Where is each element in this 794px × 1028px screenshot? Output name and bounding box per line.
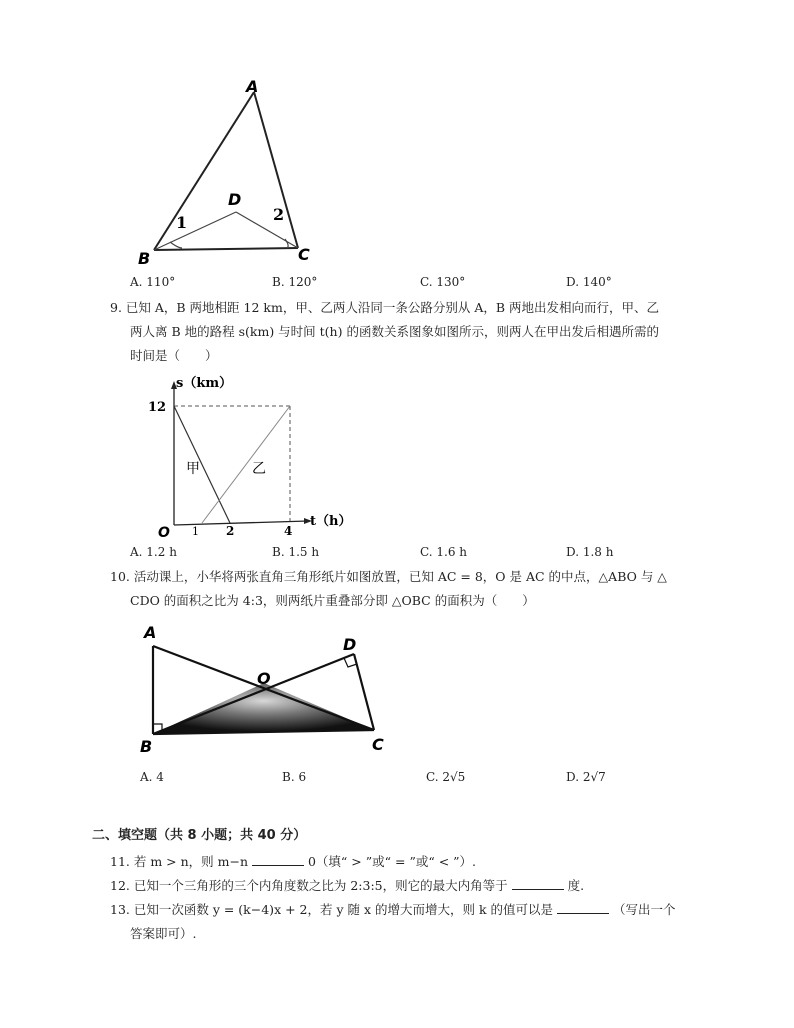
q13-answer-blank[interactable] xyxy=(557,899,609,914)
q9-option-d: D. 1.8 h xyxy=(566,545,614,559)
label-d: D xyxy=(343,635,357,654)
q8-option-d: D. 140° xyxy=(566,275,612,289)
x-axis-label: t（h） xyxy=(310,514,352,529)
label-b: B xyxy=(140,737,153,756)
q10-text-line2: CDO 的面积之比为 4:3，则两纸片重叠部分即 △OBC 的面积为（ ） xyxy=(130,593,535,608)
edge-bc xyxy=(154,248,298,250)
label-c: C xyxy=(298,245,310,264)
q12-answer-blank[interactable] xyxy=(512,875,564,890)
triangle-abc-svg xyxy=(140,78,330,273)
q9-text-line3: 时间是（ ） xyxy=(130,348,218,363)
q10-option-a: A. 4 xyxy=(140,770,164,784)
q10-option-c: C. 2√5 xyxy=(426,770,466,784)
angle2-arc xyxy=(285,239,288,248)
series-label-jia: 甲 xyxy=(186,461,200,477)
q11-suffix: 0（填“ > ”或“ = ”或“ < ”）. xyxy=(307,854,477,869)
q13-prefix: 13. 已知一次函数 y = (k−4)x + 2，若 y 随 x 的增大而增大，则 k 的值可以是 xyxy=(110,902,554,917)
label-angle-1: 1 xyxy=(176,213,188,232)
y-tick-12: 12 xyxy=(148,400,167,415)
q9-option-a: A. 1.2 h xyxy=(130,545,177,559)
q11-answer-blank[interactable] xyxy=(252,851,304,866)
q10-option-b: B. 6 xyxy=(282,770,307,784)
x-tick-1: 1 xyxy=(192,525,199,538)
q9-text-line1: 9. 已知 A，B 两地相距 12 km，甲、乙两人沿同一条公路分别从 A，B 两地出发相向而行，甲、乙 xyxy=(110,300,660,315)
label-a: A xyxy=(246,77,259,96)
q11 xyxy=(110,850,476,874)
label-angle-2: 2 xyxy=(273,205,285,224)
edge-dc xyxy=(354,654,374,730)
x-tick-2: 2 xyxy=(226,524,235,538)
label-a: A xyxy=(144,623,157,642)
q10-triangles-figure xyxy=(140,620,400,760)
series-label-yi: 乙 xyxy=(252,461,266,477)
q9-option-b: B. 1.5 h xyxy=(272,545,320,559)
q9-graph-svg xyxy=(140,375,370,540)
angle1-arc xyxy=(170,242,182,248)
q13-suffix: （写出一个 xyxy=(612,902,676,917)
q12 xyxy=(110,874,584,898)
section-heading: 二、填空题（共 8 小题；共 40 分） xyxy=(92,828,307,843)
q8-option-b: B. 120° xyxy=(272,275,318,289)
q13-text-line2: 答案即可）. xyxy=(130,926,197,941)
q10-option-d: D. 2√7 xyxy=(566,770,606,784)
q8-option-a: A. 110° xyxy=(130,275,176,289)
q9-option-c: C. 1.6 h xyxy=(420,545,468,559)
y-axis-label: s（km） xyxy=(176,376,233,391)
origin-label: O xyxy=(158,525,170,541)
label-d: D xyxy=(228,190,242,209)
q11-prefix: 11. 若 m > n，则 m−n xyxy=(110,854,249,869)
q12-suffix: 度. xyxy=(567,878,585,893)
label-b: B xyxy=(138,249,151,268)
label-c: C xyxy=(372,735,384,754)
line-yi xyxy=(202,406,290,523)
edge-ac xyxy=(254,92,298,248)
q10-text-line1: 10. 活动课上，小华将两张直角三角形纸片如图放置，已知 AC = 8，O 是 AC 的中点，△ABO 与 △ xyxy=(110,569,667,584)
q12-prefix: 12. 已知一个三角形的三个内角度数之比为 2:3:5，则它的最大内角等于 xyxy=(110,878,508,893)
line-jia xyxy=(174,406,230,523)
label-o: O xyxy=(257,669,271,688)
q10-triangles-svg xyxy=(140,620,400,760)
q8-option-c: C. 130° xyxy=(420,275,466,289)
x-tick-4: 4 xyxy=(284,524,293,538)
q9-text-line2: 两人离 B 地的路程 s(km) 与时间 t(h) 的函数关系图象如图所示，则两人在甲出发后相遇所需的 xyxy=(130,324,659,339)
triangle-abc-figure xyxy=(140,78,330,273)
q13 xyxy=(110,898,676,922)
q9-graph xyxy=(140,375,370,540)
